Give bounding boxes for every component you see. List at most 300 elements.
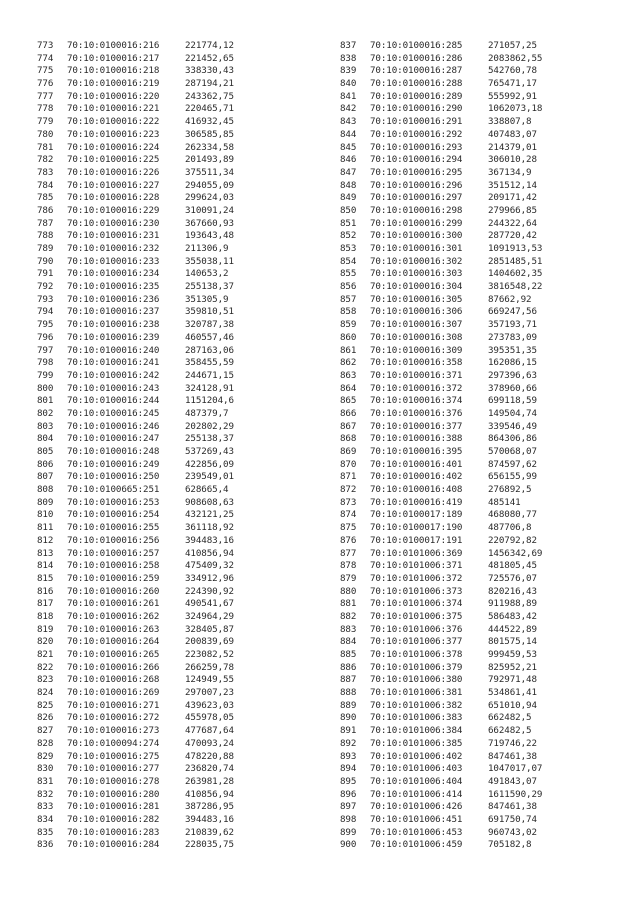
- table-row: [37, 814, 280, 827]
- cadastral-number: 70:10:0100016:226: [67, 166, 160, 178]
- cadastral-number: 70:10:0100016:264: [67, 636, 160, 648]
- table-row: [37, 738, 280, 751]
- row-index: 814: [37, 560, 54, 572]
- table-row: [37, 611, 280, 624]
- row-index: 775: [37, 65, 54, 77]
- row-index: 796: [37, 331, 54, 343]
- cadastral-number: 70:10:0101006:403: [370, 763, 463, 775]
- table-row: [340, 408, 583, 421]
- row-value: 297396,63: [488, 369, 537, 381]
- table-row: [340, 763, 583, 776]
- table-row: [340, 345, 583, 358]
- cadastral-number: 70:10:0100016:240: [67, 344, 160, 356]
- table-row: [37, 776, 280, 789]
- cadastral-number: 70:10:0100094:274: [67, 737, 160, 749]
- table-row: [37, 801, 280, 814]
- cadastral-number: 70:10:0100016:377: [370, 420, 463, 432]
- row-value: 361118,92: [185, 522, 234, 534]
- cadastral-number: 70:10:0100017:189: [370, 509, 463, 521]
- cadastral-number: 70:10:0100016:307: [370, 319, 463, 331]
- table-row: [37, 103, 280, 116]
- cadastral-number: 70:10:0100016:247: [67, 433, 160, 445]
- row-value: 162086,15: [488, 357, 537, 369]
- row-index: 821: [37, 649, 54, 660]
- row-index: 826: [37, 712, 54, 724]
- row-index: 850: [340, 204, 357, 216]
- row-index: 878: [340, 560, 357, 572]
- table-row: [37, 763, 280, 776]
- row-value: 470093,24: [185, 737, 234, 749]
- cadastral-number: 70:10:0100016:227: [67, 179, 160, 191]
- cadastral-number: 70:10:0101006:451: [370, 813, 463, 825]
- cadastral-number: 70:10:0100016:308: [370, 331, 463, 343]
- table-row: [37, 573, 280, 586]
- cadastral-number: 70:10:0100016:271: [67, 699, 160, 711]
- row-index: 812: [37, 534, 54, 546]
- row-index: 774: [37, 52, 54, 64]
- row-index: 866: [340, 407, 357, 419]
- row-index: 773: [37, 40, 54, 51]
- table-row: [340, 776, 583, 789]
- table-row: [37, 78, 280, 91]
- table-row: [340, 180, 583, 193]
- row-index: 811: [37, 522, 54, 534]
- table-row: [340, 471, 583, 484]
- row-index: 799: [37, 369, 54, 381]
- cadastral-number: 70:10:0100016:292: [370, 128, 463, 140]
- row-index: 806: [37, 458, 54, 470]
- row-value: 338330,43: [185, 65, 234, 77]
- row-index: 825: [37, 699, 54, 711]
- table-row: [37, 687, 280, 700]
- cadastral-number: 70:10:0100016:249: [67, 458, 160, 470]
- cadastral-number: 70:10:0100016:281: [67, 801, 160, 813]
- cadastral-number: 70:10:0100016:294: [370, 154, 463, 166]
- row-value: 481805,45: [488, 560, 537, 572]
- cadastral-number: 70:10:0100016:253: [67, 496, 160, 508]
- table-row: [37, 91, 280, 104]
- row-index: 872: [340, 484, 357, 496]
- cadastral-number: 70:10:0100016:262: [67, 610, 160, 622]
- cadastral-number: 70:10:0100016:296: [370, 179, 463, 191]
- row-index: 887: [340, 674, 357, 686]
- table-row: [37, 751, 280, 764]
- cadastral-number: 70:10:0100016:305: [370, 293, 463, 305]
- table-row: [37, 662, 280, 675]
- table-row: [340, 319, 583, 332]
- row-value: 273783,09: [488, 331, 537, 343]
- row-value: 149504,74: [488, 407, 537, 419]
- row-index: 793: [37, 293, 54, 305]
- row-value: 847461,38: [488, 750, 537, 762]
- row-value: 656155,99: [488, 471, 537, 483]
- row-index: 823: [37, 674, 54, 686]
- cadastral-number: 70:10:0100016:388: [370, 433, 463, 445]
- row-value: 236820,74: [185, 763, 234, 775]
- row-value: 255138,37: [185, 433, 234, 445]
- row-value: 228035,75: [185, 839, 234, 851]
- table-row: [37, 700, 280, 713]
- cadastral-number: 70:10:0100016:248: [67, 446, 160, 457]
- cadastral-number: 70:10:0100016:297: [370, 192, 463, 204]
- table-row: [37, 535, 280, 548]
- table-row: [340, 154, 583, 167]
- row-value: 691750,74: [488, 813, 537, 825]
- row-value: 662482,5: [488, 725, 532, 737]
- row-index: 809: [37, 496, 54, 508]
- row-index: 848: [340, 179, 357, 191]
- cadastral-number: 70:10:0100016:371: [370, 369, 463, 381]
- row-index: 873: [340, 496, 357, 508]
- cadastral-number: 70:10:0100016:221: [67, 103, 160, 115]
- cadastral-number: 70:10:0100016:268: [67, 674, 160, 686]
- row-value: 367660,93: [185, 217, 234, 229]
- table-row: [340, 649, 583, 662]
- row-index: 776: [37, 78, 54, 90]
- row-value: 223082,52: [185, 649, 234, 660]
- row-index: 792: [37, 281, 54, 293]
- table-row: [37, 624, 280, 637]
- table-row: [340, 205, 583, 218]
- row-value: 297007,23: [185, 687, 234, 699]
- row-index: 813: [37, 547, 54, 559]
- row-value: 210839,62: [185, 826, 234, 838]
- row-index: 852: [340, 230, 357, 242]
- table-row: [340, 281, 583, 294]
- row-value: 306010,28: [488, 154, 537, 166]
- table-row: [37, 421, 280, 434]
- cadastral-number: 70:10:0100016:250: [67, 471, 160, 483]
- row-index: 788: [37, 230, 54, 242]
- cadastral-number: 70:10:0100665:251: [67, 484, 160, 496]
- cadastral-number: 70:10:0100016:273: [67, 725, 160, 737]
- table-row: [37, 306, 280, 319]
- table-row: [340, 91, 583, 104]
- row-index: 896: [340, 788, 357, 800]
- row-index: 798: [37, 357, 54, 369]
- table-row: [37, 548, 280, 561]
- row-index: 784: [37, 179, 54, 191]
- cadastral-number: 70:10:0101006:426: [370, 801, 463, 813]
- cadastral-number: 70:10:0101006:385: [370, 737, 463, 749]
- row-index: 780: [37, 128, 54, 140]
- row-index: 844: [340, 128, 357, 140]
- cadastral-number: 70:10:0101006:375: [370, 610, 463, 622]
- row-value: 999459,53: [488, 649, 537, 660]
- row-index: 849: [340, 192, 357, 204]
- row-index: 820: [37, 636, 54, 648]
- row-index: 855: [340, 268, 357, 280]
- row-value: 911988,89: [488, 598, 537, 610]
- row-value: 394483,16: [185, 813, 234, 825]
- row-value: 358455,59: [185, 357, 234, 369]
- row-value: 224390,92: [185, 585, 234, 597]
- table-row: [37, 205, 280, 218]
- row-index: 846: [340, 154, 357, 166]
- cadastral-number: 70:10:0100016:272: [67, 712, 160, 724]
- table-row: [37, 446, 280, 459]
- row-value: 359810,51: [185, 306, 234, 318]
- cadastral-number: 70:10:0100016:374: [370, 395, 463, 407]
- row-index: 822: [37, 661, 54, 673]
- cadastral-number: 70:10:0100016:242: [67, 369, 160, 381]
- cadastral-number: 70:10:0101006:402: [370, 750, 463, 762]
- cadastral-number: 70:10:0100016:257: [67, 547, 160, 559]
- row-index: 842: [340, 103, 357, 115]
- cadastral-number: 70:10:0100016:217: [67, 52, 160, 64]
- row-value: 555992,91: [488, 90, 537, 102]
- row-index: 833: [37, 801, 54, 813]
- row-index: 857: [340, 293, 357, 305]
- row-value: 334912,96: [185, 572, 234, 584]
- row-value: 475409,32: [185, 560, 234, 572]
- table-row: [37, 471, 280, 484]
- cadastral-number: 70:10:0101006:383: [370, 712, 463, 724]
- row-index: 879: [340, 572, 357, 584]
- table-row: [340, 611, 583, 624]
- row-value: 193643,48: [185, 230, 234, 242]
- row-index: 854: [340, 255, 357, 267]
- table-row: [37, 370, 280, 383]
- row-index: 880: [340, 585, 357, 597]
- row-value: 271057,25: [488, 40, 537, 51]
- cadastral-number: 70:10:0100016:301: [370, 243, 463, 254]
- table-row: [37, 509, 280, 522]
- cadastral-number: 70:10:0100016:289: [370, 90, 463, 102]
- table-row: [37, 433, 280, 446]
- table-row: [340, 687, 583, 700]
- cadastral-number: 70:10:0101006:369: [370, 547, 463, 559]
- cadastral-number: 70:10:0101006:382: [370, 699, 463, 711]
- cadastral-number: 70:10:0100016:402: [370, 471, 463, 483]
- cadastral-number: 70:10:0100016:233: [67, 255, 160, 267]
- row-value: 266259,78: [185, 661, 234, 673]
- cadastral-number: 70:10:0100016:236: [67, 293, 160, 305]
- row-value: 705182,8: [488, 839, 532, 851]
- row-index: 838: [340, 52, 357, 64]
- cadastral-number: 70:10:0100016:255: [67, 522, 160, 534]
- row-value: 239549,01: [185, 471, 234, 483]
- row-value: 324128,91: [185, 382, 234, 394]
- table-row: [37, 294, 280, 307]
- row-index: 781: [37, 141, 54, 153]
- cadastral-number: 70:10:0100016:245: [67, 407, 160, 419]
- row-index: 871: [340, 471, 357, 483]
- cadastral-number: 70:10:0100016:376: [370, 407, 463, 419]
- row-index: 843: [340, 116, 357, 128]
- row-value: 262334,58: [185, 141, 234, 153]
- table-row: [340, 103, 583, 116]
- row-index: 894: [340, 763, 357, 775]
- row-index: 779: [37, 116, 54, 128]
- row-index: 890: [340, 712, 357, 724]
- table-row: [37, 345, 280, 358]
- row-value: 124949,55: [185, 674, 234, 686]
- row-index: 897: [340, 801, 357, 813]
- row-value: 725576,07: [488, 572, 537, 584]
- row-value: 87662,92: [488, 293, 532, 305]
- row-index: 836: [37, 839, 54, 851]
- table-row: [340, 306, 583, 319]
- cadastral-number: 70:10:0100016:231: [67, 230, 160, 242]
- row-value: 2851485,51: [488, 255, 543, 267]
- row-index: 786: [37, 204, 54, 216]
- cadastral-number: 70:10:0100016:288: [370, 78, 463, 90]
- cadastral-number: 70:10:0100016:286: [370, 52, 463, 64]
- row-value: 407483,07: [488, 128, 537, 140]
- cadastral-number: 70:10:0100016:290: [370, 103, 463, 115]
- row-index: 790: [37, 255, 54, 267]
- cadastral-number: 70:10:0100016:239: [67, 331, 160, 343]
- table-row: [340, 192, 583, 205]
- row-index: 856: [340, 281, 357, 293]
- row-value: 221774,12: [185, 40, 234, 51]
- table-row: [340, 636, 583, 649]
- row-index: 840: [340, 78, 357, 90]
- row-value: 439623,03: [185, 699, 234, 711]
- row-index: 851: [340, 217, 357, 229]
- cadastral-number: 70:10:0101006:404: [370, 775, 463, 787]
- table-row: [37, 484, 280, 497]
- row-value: 960743,02: [488, 826, 537, 838]
- table-row: [340, 40, 583, 53]
- row-value: 214379,01: [488, 141, 537, 153]
- cadastral-number: 70:10:0100016:223: [67, 128, 160, 140]
- row-index: 883: [340, 623, 357, 635]
- row-value: 355038,11: [185, 255, 234, 267]
- row-index: 794: [37, 306, 54, 318]
- row-index: 845: [340, 141, 357, 153]
- right-column: [340, 40, 583, 852]
- row-value: 487706,8: [488, 522, 532, 534]
- cadastral-number: 70:10:0100016:265: [67, 649, 160, 660]
- table-row: [37, 319, 280, 332]
- row-value: 211306,9: [185, 243, 229, 254]
- cadastral-number: 70:10:0100016:266: [67, 661, 160, 673]
- cadastral-number: 70:10:0100016:220: [67, 90, 160, 102]
- table-row: [340, 789, 583, 802]
- cadastral-number: 70:10:0100016:269: [67, 687, 160, 699]
- table-row: [37, 180, 280, 193]
- row-value: 460557,46: [185, 331, 234, 343]
- table-row: [37, 827, 280, 840]
- cadastral-number: 70:10:0100016:275: [67, 750, 160, 762]
- row-value: 455978,05: [185, 712, 234, 724]
- table-row: [37, 357, 280, 370]
- cadastral-number: 70:10:0100016:280: [67, 788, 160, 800]
- row-value: 1151204,6: [185, 395, 234, 407]
- row-index: 869: [340, 446, 357, 457]
- table-row: [340, 712, 583, 725]
- row-value: 243362,75: [185, 90, 234, 102]
- row-value: 287163,06: [185, 344, 234, 356]
- row-value: 586483,42: [488, 610, 537, 622]
- table-row: [340, 78, 583, 91]
- left-column: [37, 40, 280, 852]
- cadastral-number: 70:10:0100016:243: [67, 382, 160, 394]
- row-index: 863: [340, 369, 357, 381]
- table-row: [340, 573, 583, 586]
- table-row: [340, 268, 583, 281]
- row-value: 367134,9: [488, 166, 532, 178]
- cadastral-number: 70:10:0101006:414: [370, 788, 463, 800]
- cadastral-number: 70:10:0100016:309: [370, 344, 463, 356]
- cadastral-number: 70:10:0101006:379: [370, 661, 463, 673]
- table-row: [340, 294, 583, 307]
- row-value: 255138,37: [185, 281, 234, 293]
- cadastral-number: 70:10:0100016:260: [67, 585, 160, 597]
- table-row: [37, 281, 280, 294]
- row-value: 1456342,69: [488, 547, 543, 559]
- row-index: 830: [37, 763, 54, 775]
- table-row: [37, 383, 280, 396]
- table-row: [340, 738, 583, 751]
- cadastral-number: 70:10:0100016:287: [370, 65, 463, 77]
- row-value: 1611590,29: [488, 788, 543, 800]
- table-row: [37, 129, 280, 142]
- table-row: [37, 636, 280, 649]
- row-value: 416932,45: [185, 116, 234, 128]
- row-index: 860: [340, 331, 357, 343]
- row-value: 351512,14: [488, 179, 537, 191]
- row-value: 202802,29: [185, 420, 234, 432]
- cadastral-number: 70:10:0100016:235: [67, 281, 160, 293]
- row-value: 485141: [488, 496, 521, 508]
- row-value: 491843,07: [488, 775, 537, 787]
- row-index: 789: [37, 243, 54, 254]
- row-value: 306585,85: [185, 128, 234, 140]
- cadastral-number: 70:10:0100017:191: [370, 534, 463, 546]
- row-index: 805: [37, 446, 54, 457]
- row-index: 881: [340, 598, 357, 610]
- row-value: 394483,16: [185, 534, 234, 546]
- row-value: 338807,8: [488, 116, 532, 128]
- table-row: [37, 712, 280, 725]
- table-row: [340, 53, 583, 66]
- row-index: 828: [37, 737, 54, 749]
- cadastral-number: 70:10:0100016:225: [67, 154, 160, 166]
- row-index: 899: [340, 826, 357, 838]
- row-index: 808: [37, 484, 54, 496]
- table-row: [340, 167, 583, 180]
- row-value: 3816548,22: [488, 281, 543, 293]
- row-value: 294055,09: [185, 179, 234, 191]
- row-index: 810: [37, 509, 54, 521]
- row-index: 861: [340, 344, 357, 356]
- row-value: 244322,64: [488, 217, 537, 229]
- table-row: [37, 598, 280, 611]
- row-value: 287720,42: [488, 230, 537, 242]
- table-row: [340, 700, 583, 713]
- row-value: 244671,15: [185, 369, 234, 381]
- row-index: 797: [37, 344, 54, 356]
- row-index: 835: [37, 826, 54, 838]
- row-value: 478220,88: [185, 750, 234, 762]
- cadastral-number: 70:10:0100016:246: [67, 420, 160, 432]
- table-row: [340, 459, 583, 472]
- table-row: [37, 53, 280, 66]
- row-value: 570068,07: [488, 446, 537, 457]
- table-row: [340, 662, 583, 675]
- row-value: 477687,64: [185, 725, 234, 737]
- table-row: [37, 586, 280, 599]
- table-row: [340, 446, 583, 459]
- row-index: 831: [37, 775, 54, 787]
- table-row: [340, 624, 583, 637]
- row-value: 140653,2: [185, 268, 229, 280]
- row-index: 800: [37, 382, 54, 394]
- cadastral-number: 70:10:0100016:304: [370, 281, 463, 293]
